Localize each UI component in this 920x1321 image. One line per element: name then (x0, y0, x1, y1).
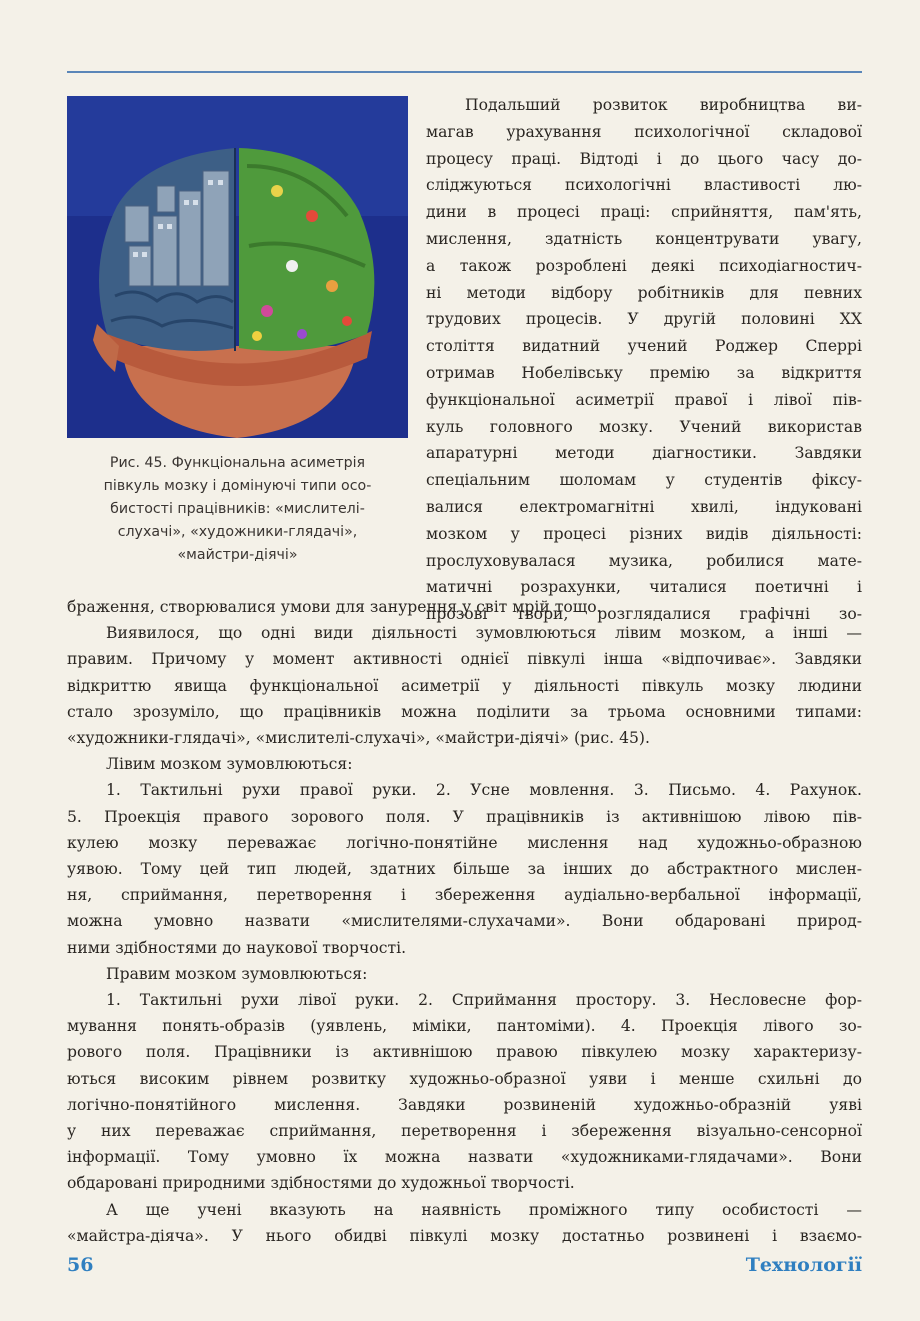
text-line: спеціальним шоломам у студентів фіксу- (426, 471, 862, 490)
text-line: відкриттю явища функціональної асиметрії у діяльності півкуль мозку людини (67, 676, 862, 695)
text-line: валися електромагнітні хвилі, індуковані (426, 497, 862, 516)
text-line: А ще учені вказують на наявність проміжного типу особистості — (106, 1200, 862, 1219)
text-line: мозком у процесі різних видів діяльності: (426, 524, 862, 543)
text-line: Подальший розвиток виробництва ви- (465, 96, 862, 114)
text-line: сліджуються психологічні властивості лю- (426, 176, 862, 195)
text-line: браження, створювалися умови для занурення у світ мрій тощо. (67, 598, 602, 616)
text-line: рового поля. Працівники із активнішою правою півкулею мозку характеризу- (67, 1043, 862, 1062)
top-rule (67, 71, 862, 73)
right-column-text (426, 92, 862, 628)
text-line: дини в процесі праці: сприйняття, пам'ять, (426, 203, 862, 222)
text-line: матичні розрахунки, читалися поетичні і (426, 578, 862, 597)
text-line: ні методи відбору робітників для певних (426, 283, 862, 302)
text-line: ються високим рівнем розвитку художньо-образної уяви і менше схильні до (67, 1069, 862, 1088)
figure-caption (67, 452, 408, 567)
text-line: прослуховувалася музика, робилися мате- (426, 551, 862, 570)
text-line: а також розроблені деякі психодіагностич- (426, 256, 862, 275)
caption-line: Рис. 45. Функціональна асиметрія (109, 455, 366, 471)
brain-illustration (67, 96, 408, 438)
caption-line: «майстри-діячі» (177, 547, 298, 563)
text-line: мислення, здатність концентрувати увагу, (426, 229, 862, 248)
caption-line: слухачі», «художники-глядачі», (117, 524, 358, 540)
text-line: трудових процесів. У другій половині XX (426, 310, 862, 329)
caption-line: півкуль мозку і домінуючі типи осо- (103, 478, 372, 494)
text-line: можна умовно назвати «мислителями-слухачами». Вони обдаровані природ- (67, 912, 862, 931)
text-line: 5. Проекція правого зорового поля. У працівників із активнішою лівою пів- (67, 807, 862, 826)
text-line: кулею мозку переважає логічно-понятійне мислення над художньо-образною (67, 833, 862, 852)
text-line: магав урахування психологічної складової (426, 122, 862, 141)
caption-line: бистості працівників: «мислителі- (110, 501, 365, 517)
text-line: Лівим мозком зумовлюються: (106, 755, 353, 774)
page-number: 56 (67, 1254, 94, 1276)
text-line: ними здібностями до наукової творчості. (67, 938, 407, 957)
text-line: функціональної асиметрії правої і лівої пів- (426, 390, 862, 409)
text-line: Виявилося, що одні види діяльності зумовлюються лівим мозком, а інші — (106, 624, 862, 643)
text-line: «художники-глядачі», «мислителі-слухачі», «майстри-діячі» (рис. 45). (67, 729, 650, 748)
text-line: ня, сприймання, перетворення і збереження аудіально-вербальної інформації, (67, 886, 862, 905)
text-line: інформації. Тому умовно їх можна назвати «художниками-глядачами». Вони (67, 1148, 862, 1167)
text-line: отримав Нобелівську премію за відкриття (426, 363, 862, 382)
text-line: стало зрозуміло, що працівників можна поділити за трьома основними типами: (67, 702, 862, 721)
text-line: процесу праці. Відтоді і до цього часу до- (426, 149, 862, 168)
text-line: століття видатний учений Роджер Сперрі (426, 337, 862, 356)
text-line: логічно-понятійного мислення. Завдяки розвиненій художньо-образній уяві (67, 1095, 862, 1114)
text-line: мування понять-образів (уявлень, міміки, пантоміми). 4. Проекція лівого зо- (67, 1017, 862, 1036)
text-line: обдаровані природними здібностями до художньої творчості. (67, 1174, 575, 1193)
text-line: 1. Тактильні рухи правої руки. 2. Усне мовлення. 3. Письмо. 4. Рахунок. (106, 781, 862, 800)
text-line: 1. Тактильні рухи лівої руки. 2. Сприймання простору. 3. Несловесне фор- (106, 991, 862, 1010)
text-line: куль головного мозку. Учений використав (426, 417, 862, 436)
text-line: у них переважає сприймання, перетворення і збереження візуально-сенсорної (67, 1122, 862, 1141)
text-line: правим. Причому у момент активності однієї півкулі інша «відпочиває». Завдяки (67, 650, 862, 669)
text-line: прозові твори, розглядалися графічні зо- (426, 605, 862, 624)
full-width-text (67, 594, 862, 1249)
text-line: Правим мозком зумовлюються: (106, 964, 368, 983)
text-line: уявою. Тому цей тип людей, здатних більше за інших до абстрактного мислен- (67, 860, 862, 879)
text-line: апаратурні методи діагностики. Завдяки (426, 444, 862, 463)
text-line: «майстра-діяча». У нього обидві півкулі мозку достатньо розвинені і взаємо- (67, 1226, 862, 1245)
running-head: Технології (745, 1254, 862, 1276)
